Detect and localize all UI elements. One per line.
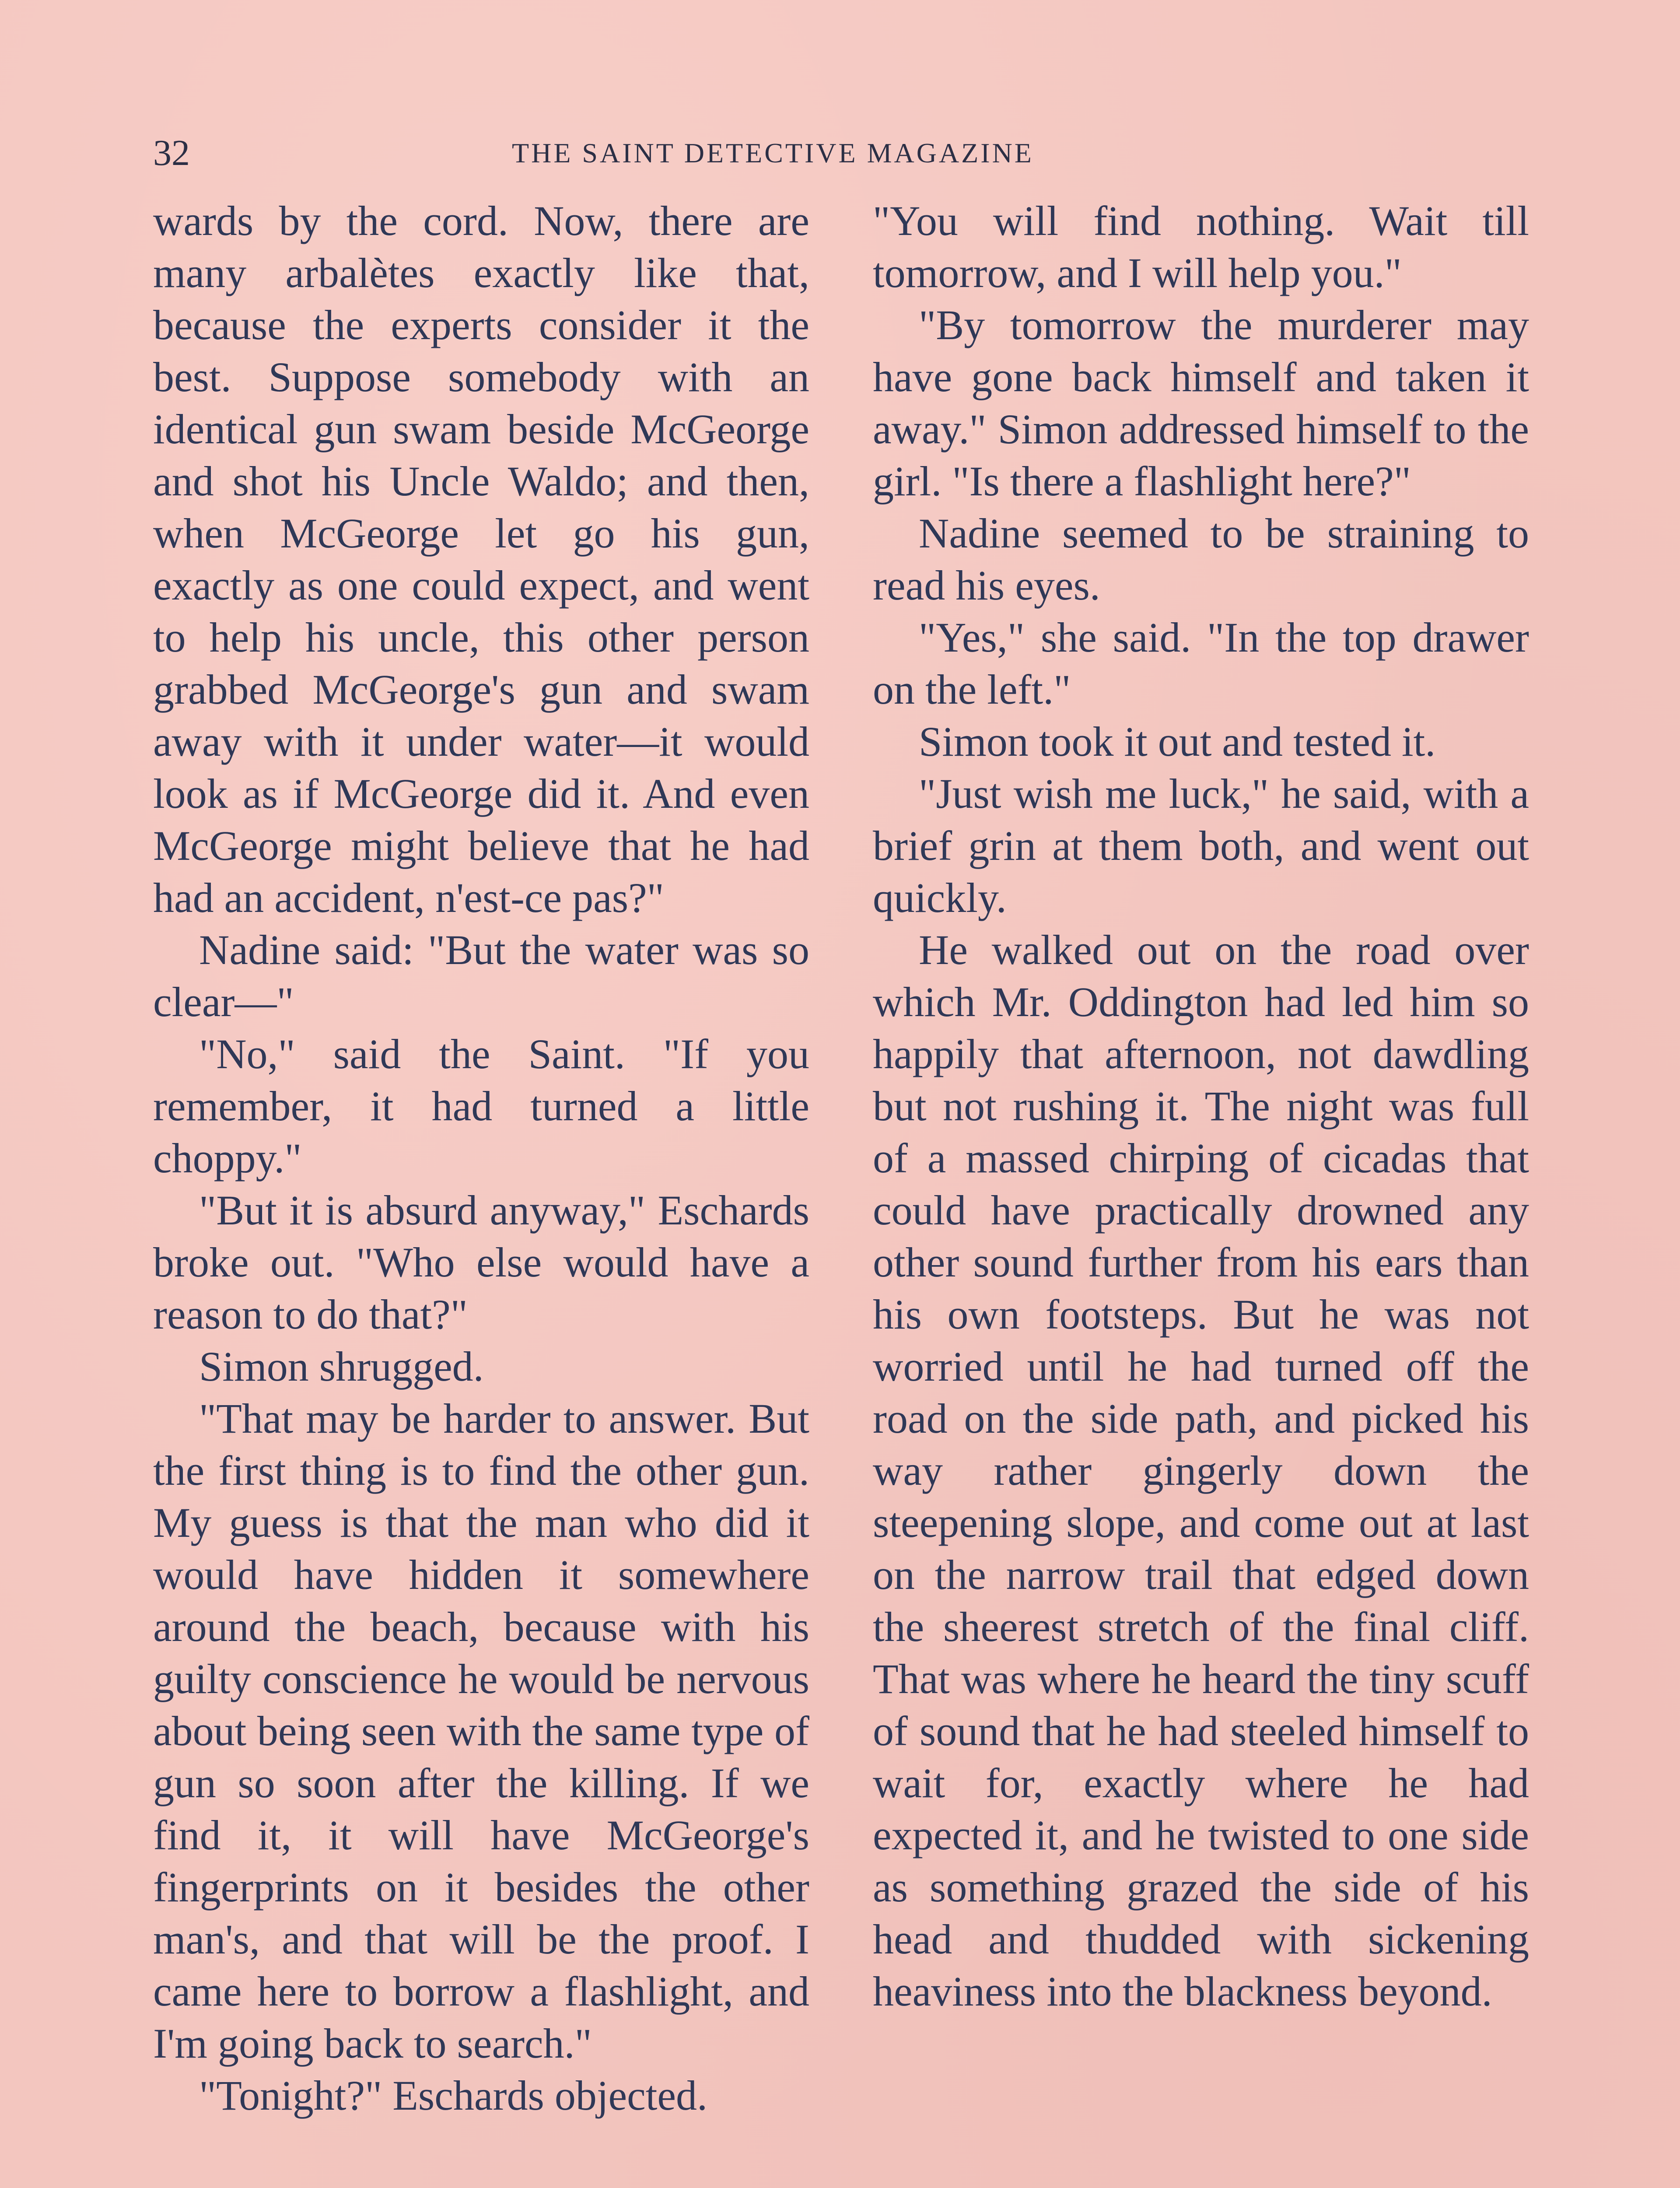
paragraph: "By tomorrow the murderer may have gone back himself and taken it away." Simon addressed himself to the girl. "Is there a flashlight here?" [873,302,1529,505]
paragraph: "That may be harder to answer. But the first thing is to find the other gun. My guess is that the man who did it would have hidden it somewhere around the beach, because with his guilty conscience he would be nervous about being seen with the same type of gun so soon after the killing. If we find it, it will have McGeorge's fingerprints on it besides the other man's, and that will be the proof. I came here to borrow a flashlight, and I'm going back to search." [153,1395,809,2067]
page-number: 32 [153,133,190,173]
paragraph: wards by the cord. Now, there are many arbalètes exactly like that, because the experts consider it the best. Suppose somebody with an identical gun swam beside McGeorge and shot his Uncle Waldo; and then, when McGeorge let go his gun, exactly as one could expect, and went to help his uncle, this other person grabbed McGeorge's gun and swam away with it under water—it would look as if McGeorge did it. And even McGeorge might believe that he had had an accident, n'est-ce pas?" [153,197,809,921]
paragraph: Simon shrugged. [199,1343,484,1390]
paragraph: "Yes," she said. "In the top drawer on the left." [873,614,1529,713]
paragraph: "But it is absurd anyway," Eschards broke out. "Who else would have a reason to do that?" [153,1187,809,1338]
paragraph: He walked out on the road over which Mr. Oddington had led him so happily that afternoon, not dawdling but not rushing it. The night was full of a massed chirping of cicadas that could have practically drowned any other sound further from his ears than his own footsteps. But he was not worried until he had turned off the road on the side path, and picked his way rather gingerly down the steepening slope, and come out at last on the narrow trail that edged down the sheerest stretch of the final cliff. That was where he heard the tiny scuff of sound that he had steeled himself to wait for, exactly where he had expected it, and he twisted to one side as something grazed the side of his head and thudded with sickening heaviness into the blackness beyond. [873,926,1529,2015]
paragraph: "You will find nothing. Wait till tomorrow, and I will help you." [873,197,1529,296]
paragraph: "Tonight?" Eschards objected. [199,2072,707,2119]
paragraph: Nadine seemed to be straining to read his eyes. [873,510,1529,609]
right-text-column [873,195,1529,2017]
running-title: THE SAINT DETECTIVE MAGAZINE [512,137,1034,168]
paragraph: "No," said the Saint. "If you remember, it had turned a little choppy." [153,1031,809,1182]
paragraph: Simon took it out and tested it. [919,718,1436,765]
paragraph: "Just wish me luck," he said, with a brief grin at them both, and went out quickly. [873,770,1529,921]
left-text-column [153,195,809,2121]
page-header [153,129,1536,177]
paragraph: Nadine said: "But the water was so clear—" [153,926,809,1025]
